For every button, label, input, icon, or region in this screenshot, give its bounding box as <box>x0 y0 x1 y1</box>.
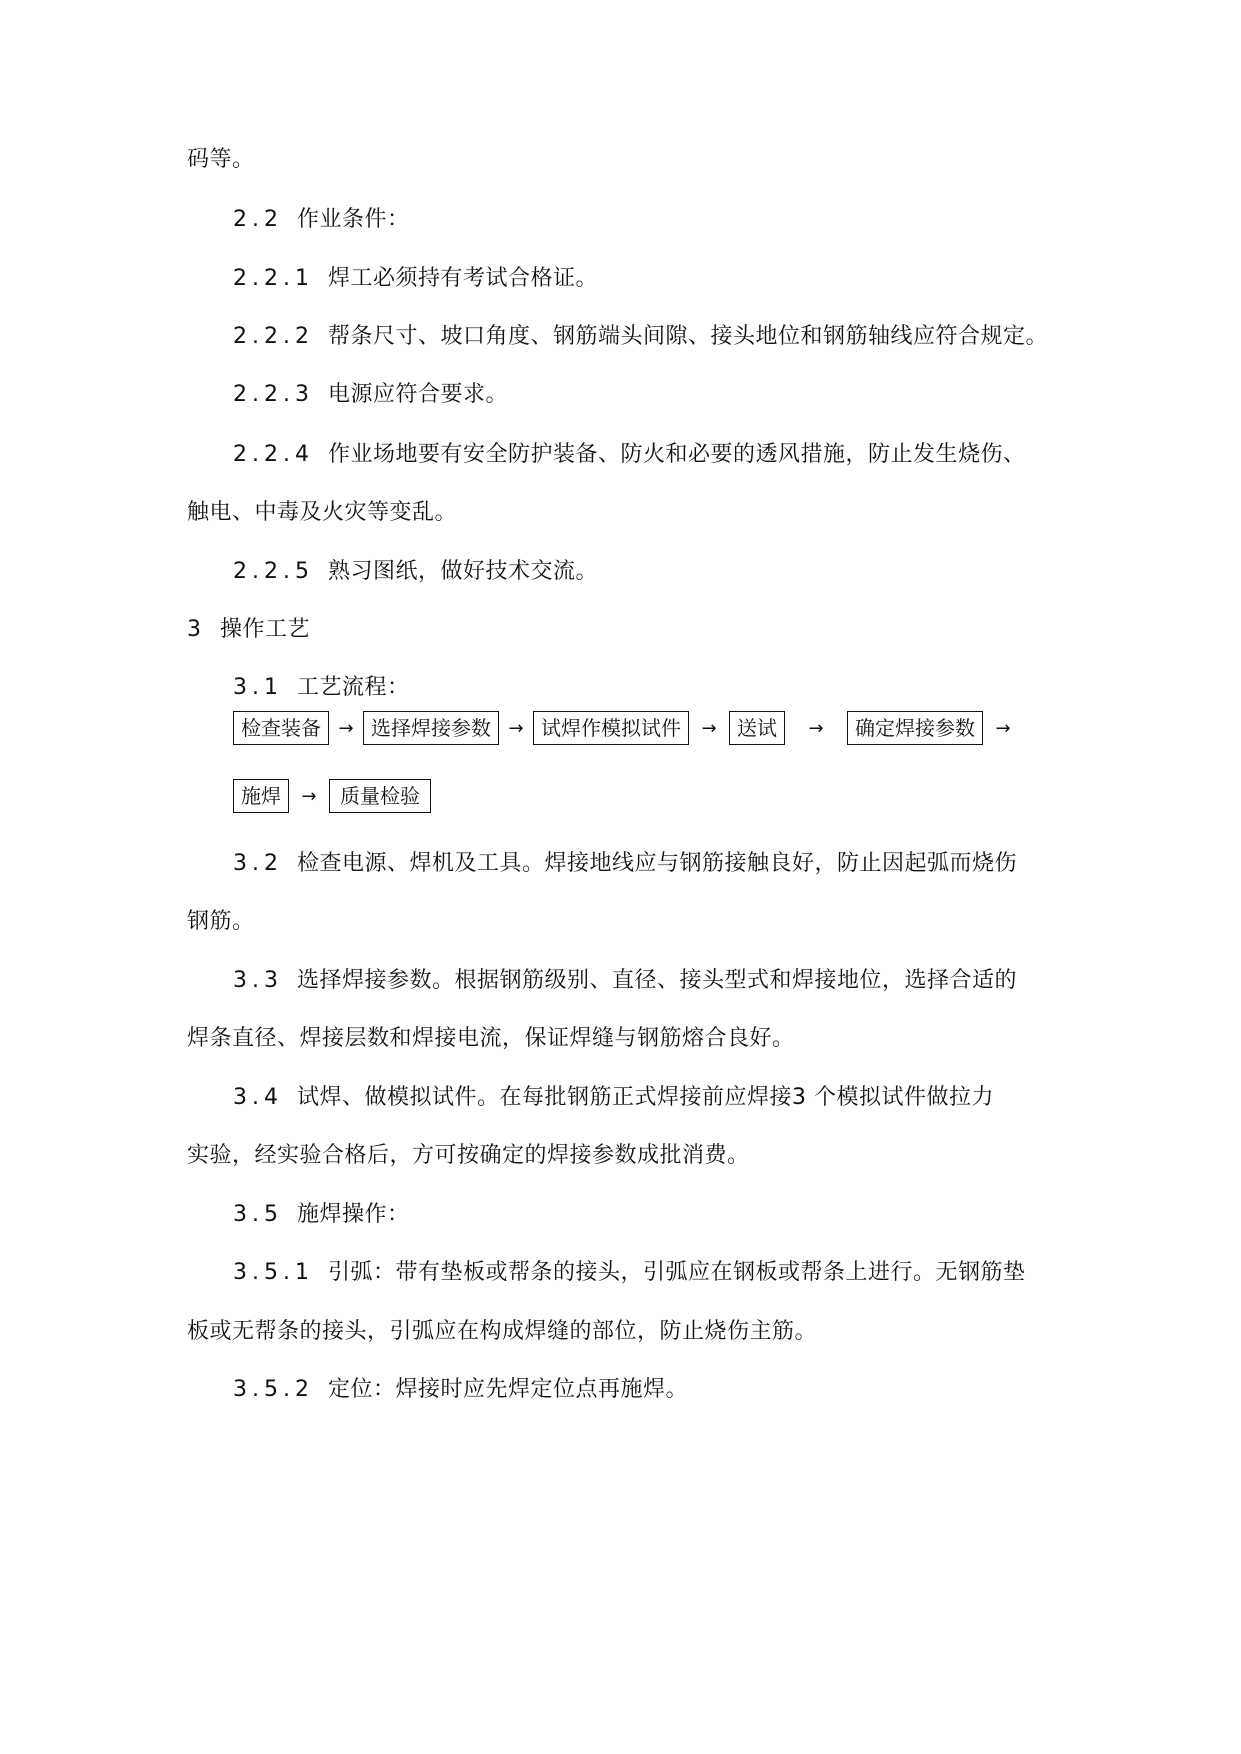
section-number: 2.2.5 <box>233 559 314 584</box>
section-number: 2.2.1 <box>233 266 314 291</box>
line-text: 选择焊接参数。根据钢筋级别、直径、接头型式和焊接地位，选择合适的 <box>297 968 1018 993</box>
line-text: 实验，经实验合格后，方可按确定的焊接参数成批消费。 <box>187 1143 750 1168</box>
section-number: 3.3 <box>233 968 283 993</box>
section-3-5-1 <box>233 1258 1141 1288</box>
flow-row-1 <box>233 708 1023 748</box>
text-line <box>187 907 1141 937</box>
line-text: 试焊、做模拟试件。在每批钢筋正式焊接前应焊接3 个模拟试件做拉力 <box>297 1085 994 1110</box>
line-text: 电源应符合要求。 <box>327 382 508 407</box>
text-line <box>187 1024 1141 1054</box>
line-text: 码等。 <box>187 147 255 172</box>
section-2-2-5 <box>233 557 1141 587</box>
flow-arrow: → <box>995 717 1011 739</box>
flow-step-trial-weld: 试焊作模拟试件 <box>533 711 689 745</box>
section-3-2 <box>233 849 1141 879</box>
line-text: 焊工必须持有考试合格证。 <box>327 266 598 291</box>
section-2-2 <box>233 205 1141 235</box>
section-2-2-4 <box>233 440 1141 470</box>
line-text: 工艺流程： <box>297 675 410 700</box>
section-3-3 <box>233 966 1141 996</box>
section-2-2-1 <box>233 264 1141 294</box>
line-text: 钢筋。 <box>187 909 255 934</box>
text-line <box>187 145 1141 175</box>
flow-step-send-test: 送试 <box>729 711 785 745</box>
line-text: 作业条件： <box>297 207 410 232</box>
text-line <box>187 1317 1141 1347</box>
line-text: 板或无帮条的接头，引弧应在构成焊缝的部位，防止烧伤主筋。 <box>187 1319 818 1344</box>
section-number: 3 <box>187 617 206 642</box>
flow-step-confirm-parameters: 确定焊接参数 <box>847 711 983 745</box>
line-text: 施焊操作： <box>297 1202 410 1227</box>
flow-row-2 <box>233 776 431 816</box>
text-line <box>187 498 1141 528</box>
section-number: 3.2 <box>233 851 283 876</box>
section-3-heading <box>187 615 1141 645</box>
section-number: 2.2.3 <box>233 382 314 407</box>
flow-arrow: → <box>701 717 717 739</box>
line-text: 触电、中毒及火灾等变乱。 <box>187 500 458 525</box>
flow-arrow: → <box>338 717 354 739</box>
section-number: 3.1 <box>233 675 283 700</box>
flow-arrow: → <box>808 717 824 739</box>
flow-step-select-parameters: 选择焊接参数 <box>363 711 499 745</box>
flow-step-quality-inspection: 质量检验 <box>329 779 431 813</box>
section-3-4 <box>233 1083 1141 1113</box>
section-number: 2.2.4 <box>233 442 314 467</box>
section-number: 3.4 <box>233 1085 283 1110</box>
line-text: 定位：焊接时应先焊定位点再施焊。 <box>327 1377 688 1402</box>
section-2-2-2 <box>233 322 1141 352</box>
section-2-2-3 <box>233 380 1141 410</box>
flow-arrow: → <box>301 785 317 807</box>
line-text: 检查电源、焊机及工具。焊接地线应与钢筋接触良好，防止因起弧而烧伤 <box>297 851 1018 876</box>
section-3-1 <box>233 673 1141 703</box>
text-line <box>187 1141 1141 1171</box>
section-number: 3.5 <box>233 1202 283 1227</box>
section-number: 2.2 <box>233 207 283 232</box>
flow-arrow: → <box>508 717 524 739</box>
flow-step-check-equipment: 检查装备 <box>233 711 329 745</box>
flow-step-welding: 施焊 <box>233 779 289 813</box>
line-text: 引弧：带有垫板或帮条的接头，引弧应在钢板或帮条上进行。无钢筋垫 <box>327 1260 1026 1285</box>
line-text: 熟习图纸，做好技术交流。 <box>327 559 598 584</box>
section-3-5-2 <box>233 1375 1141 1405</box>
line-text: 帮条尺寸、坡口角度、钢筋端头间隙、接头地位和钢筋轴线应符合规定。 <box>327 324 1048 349</box>
section-number: 3.5.1 <box>233 1260 314 1285</box>
section-number: 3.5.2 <box>233 1377 314 1402</box>
section-3-5 <box>233 1200 1141 1230</box>
heading-text: 操作工艺 <box>220 617 311 642</box>
line-text: 作业场地要有安全防护装备、防火和必要的透风措施，防止发生烧伤、 <box>327 442 1026 467</box>
section-number: 2.2.2 <box>233 324 314 349</box>
line-text: 焊条直径、焊接层数和焊接电流，保证焊缝与钢筋熔合良好。 <box>187 1026 795 1051</box>
